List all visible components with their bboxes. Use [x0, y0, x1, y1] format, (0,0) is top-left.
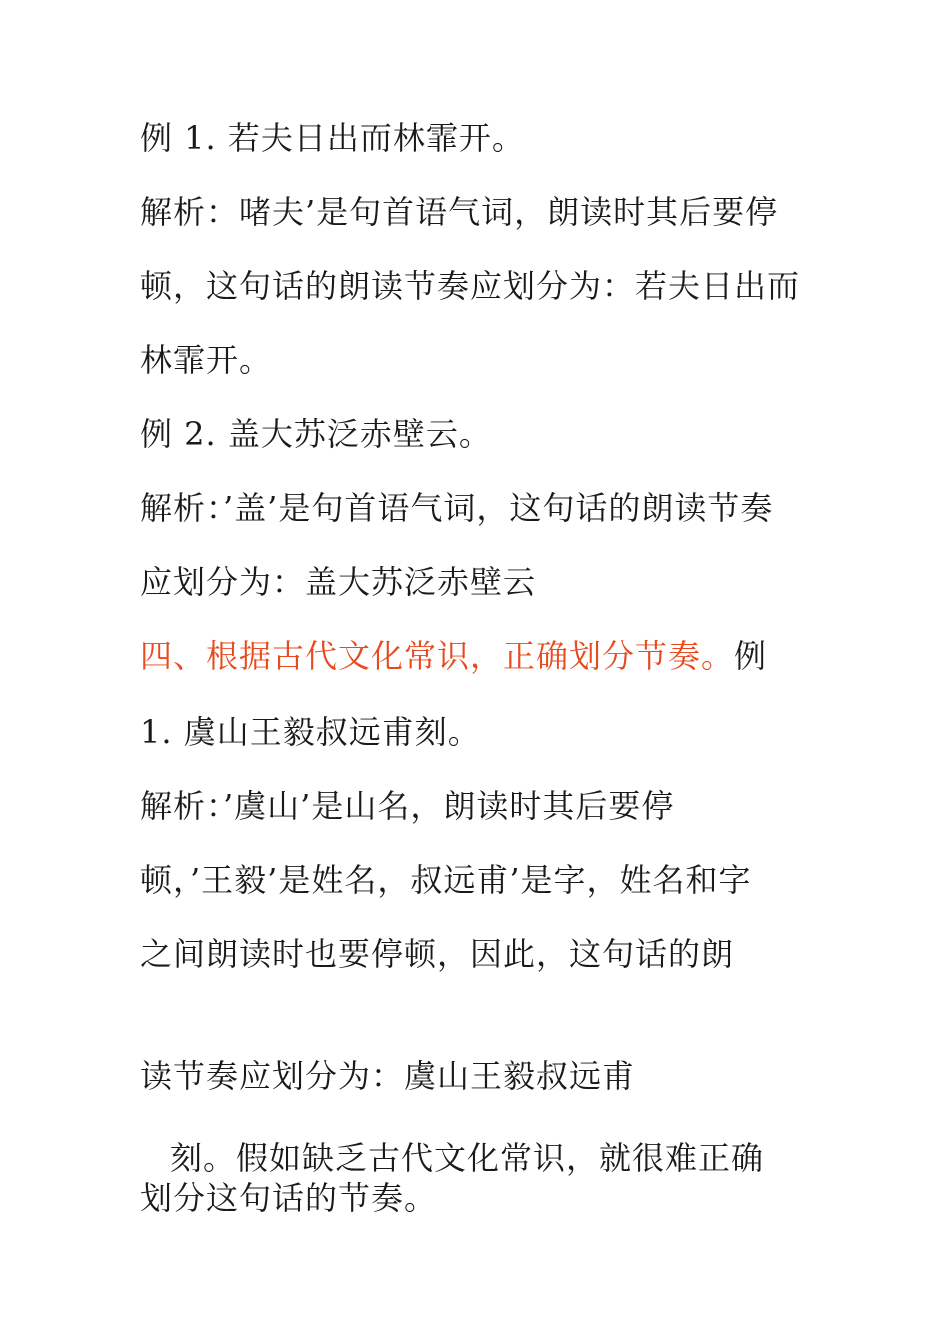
analysis-2-line-2: 应划分为：盖大苏泛赤壁云	[140, 563, 537, 601]
analysis-1-line-2: 顿，这句话的朗读节奏应划分为：若夫日出而	[140, 267, 801, 305]
example-2-line: 例 2. 盖大苏泛赤壁云。	[140, 415, 492, 453]
analysis-1-line-3: 林霏开。	[140, 341, 273, 379]
conclusion-line-1: 刻。假如缺乏古代文化常识，就很难正确	[170, 1139, 765, 1177]
analysis-3-line-3: 之间朗读时也要停顿，因此，这句话的朗	[140, 935, 735, 973]
analysis-3-line-1: 解析：’虞山’是山名，朗读时其后要停	[140, 787, 675, 825]
analysis-3-line-4: 读节奏应划分为：虞山王毅叔远甫	[140, 1057, 636, 1095]
section-heading-tail: 例	[734, 637, 768, 675]
example-1-line: 例 1. 若夫日出而林霏开。	[140, 119, 525, 157]
section-heading-line	[140, 636, 767, 676]
section-heading: 四、根据古代文化常识，正确划分节奏。	[140, 637, 735, 675]
analysis-2-line-1: 解析：’盖’是句首语气词，这句话的朗读节奏	[140, 489, 774, 527]
analysis-1-line-1: 解析：啫夫’是句首语气词，朗读时其后要停	[140, 193, 779, 231]
analysis-3-line-2: 顿，’王毅’是姓名，叔远甫’是字，姓名和字	[140, 861, 752, 899]
conclusion-line-2: 划分这句话的节奏。	[140, 1179, 438, 1217]
example-3-line: 1. 虞山王毅叔远甫刻。	[140, 713, 481, 751]
